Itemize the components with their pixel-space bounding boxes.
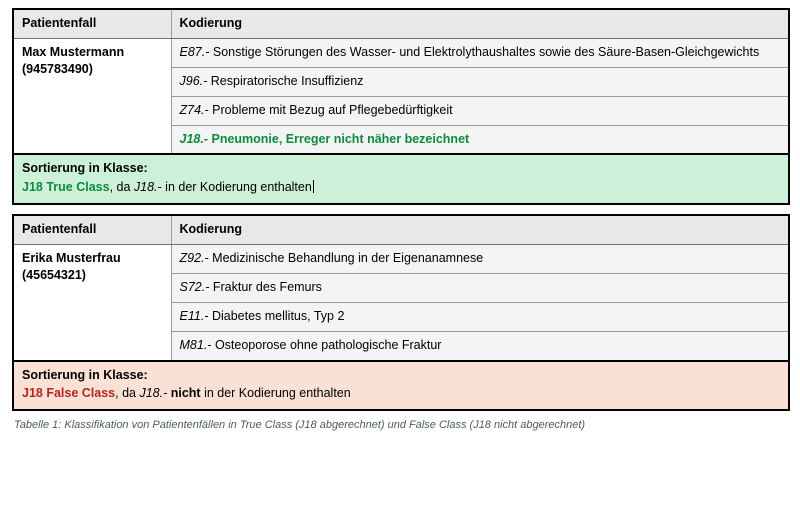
- code-cell: [171, 302, 789, 331]
- table-header-row: [13, 215, 789, 244]
- code-cell: [171, 273, 789, 302]
- code-cell-highlighted: [171, 125, 789, 154]
- code-description: Medizinische Behandlung in der Eigenanamnese: [212, 251, 484, 265]
- code-value: E87.-: [179, 44, 210, 59]
- code-description: Pneumonie, Erreger nicht näher bezeichnet: [211, 131, 470, 146]
- patient-case-table-2: [12, 214, 790, 411]
- code-description: Sonstige Störungen des Wasser- und Elektrolythaushaltes sowie des Säure-Basen-Gleichgewichts: [212, 44, 760, 59]
- code-description: Fraktur des Femurs: [212, 279, 322, 294]
- sorting-detail-pre: , da: [115, 386, 140, 401]
- sorting-title: Sortierung in Klasse:: [22, 367, 148, 382]
- code-value: J96.-: [179, 73, 208, 88]
- sorting-cell-true: [13, 154, 789, 204]
- sorting-detail: [22, 179, 780, 196]
- sorting-detail-code: J18.-: [139, 386, 168, 401]
- code-value: M81.-: [179, 337, 212, 352]
- code-value: Z92.-: [179, 251, 209, 265]
- class-verdict-true: J18 True Class: [22, 180, 110, 195]
- figure-caption: Tabelle 1: Klassifikation von Patientenfällen in True Class (J18 abgerechnet) und False Class (J18 nicht abgerechnet): [14, 419, 586, 432]
- column-header-coding: Kodierung: [171, 9, 789, 38]
- code-cell: [171, 331, 789, 360]
- code-value: J18.-: [179, 131, 208, 146]
- sorting-detail: [22, 385, 780, 402]
- sorting-detail-emphasis: nicht: [170, 386, 201, 401]
- patient-id: (45654321): [22, 267, 86, 282]
- code-value: S72.-: [179, 279, 210, 294]
- code-cell: [171, 67, 789, 96]
- column-header-patient: Patientenfall: [13, 9, 171, 38]
- patient-name: Erika Musterfrau: [22, 251, 121, 265]
- code-cell: [171, 245, 789, 274]
- code-cell: [171, 96, 789, 125]
- sorting-detail-code: J18.-: [133, 180, 162, 195]
- class-verdict-false: J18 False Class: [22, 386, 116, 401]
- sorting-row: [13, 154, 789, 204]
- table-row: [13, 38, 789, 67]
- sorting-cell-false: [13, 361, 789, 411]
- text-cursor: [313, 180, 314, 193]
- code-description: Respiratorische Insuffizienz: [210, 73, 364, 88]
- patient-name: Max Mustermann: [22, 44, 125, 59]
- code-description: Probleme mit Bezug auf Pflegebedürftigkeit: [212, 102, 453, 117]
- code-description: Diabetes mellitus, Typ 2: [211, 308, 345, 323]
- code-description: Osteoporose ohne pathologische Fraktur: [214, 337, 442, 352]
- code-value: Z74.-: [179, 102, 209, 117]
- table-row: [13, 245, 789, 274]
- column-header-coding: Kodierung: [171, 215, 789, 244]
- patient-info-cell: [13, 245, 171, 361]
- sorting-detail-pre: , da: [109, 180, 134, 195]
- patient-id: (945783490): [22, 61, 93, 76]
- sorting-title: Sortierung in Klasse:: [22, 161, 148, 176]
- patient-case-table-1: [12, 8, 790, 205]
- patient-info-cell: [13, 38, 171, 154]
- code-cell: [171, 38, 789, 67]
- sorting-row: [13, 361, 789, 411]
- sorting-detail-post: in der Kodierung enthalten: [200, 386, 351, 401]
- sorting-detail-post: in der Kodierung enthalten: [161, 180, 312, 195]
- table-header-row: [13, 9, 789, 38]
- column-header-patient: Patientenfall: [13, 215, 171, 244]
- code-value: E11.-: [179, 308, 209, 323]
